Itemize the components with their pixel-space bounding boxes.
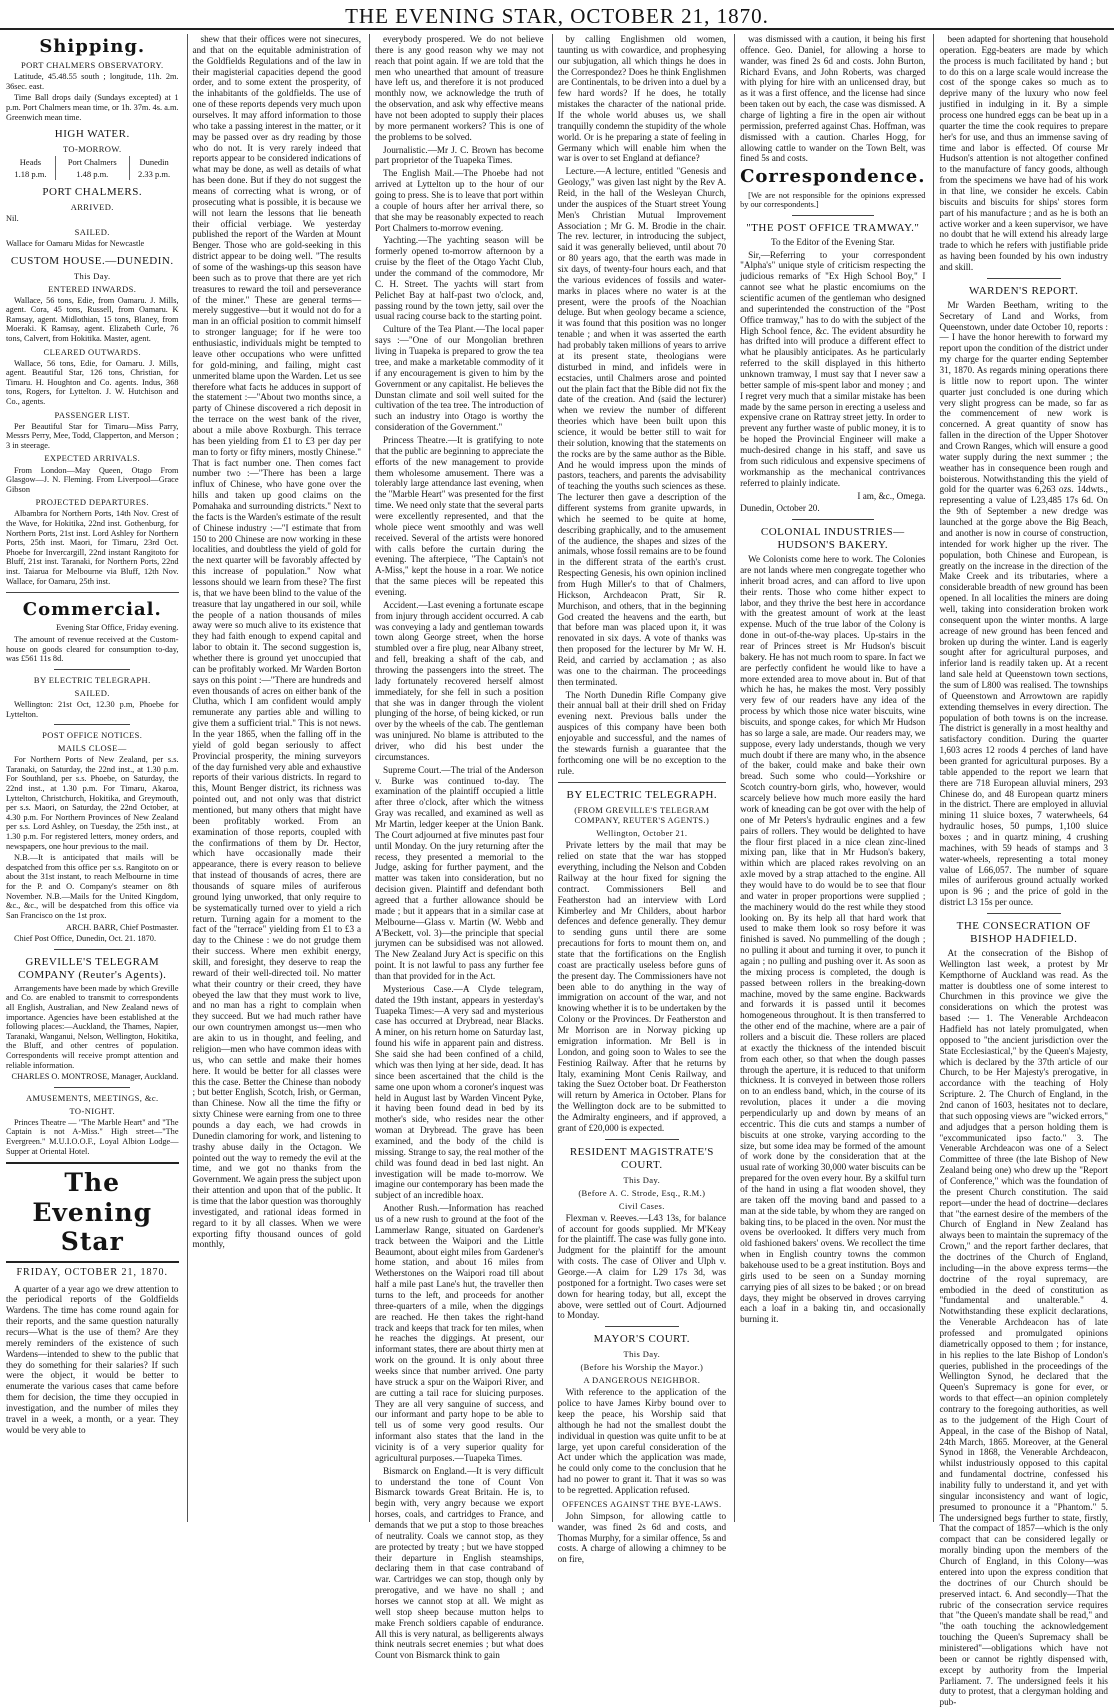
observatory-heading: PORT CHALMERS OBSERVATORY. <box>21 60 164 71</box>
cleared-text: Wallace, 56 tons, Edie, for Oamaru. J. Mills, agent. Beautiful Star, 126 tons, Christian, for Timaru. H. Houghton and Co. agents. Indus, 368 tons, Rogers, for Lyttelton. J. W. Hutchison and Co., agents. <box>6 358 179 407</box>
commercial-text: The amount of revenue received at the Custom-house on goods cleared for consumption to-day, was £561 11s 8d. <box>6 635 179 664</box>
greville-heading: GREVILLE'S TELEGRAM COMPANY (Reuter's Agents). <box>18 955 167 981</box>
mayor-day-label: This Day. <box>623 1349 661 1360</box>
resident-court-text: Flexman v. Reeves.—L43 13s, for balance of account for goods supplied. Mr M'Keay for the plaintiff. The case was fully gone into. Judgment for the plaintiff for the amount with costs. The case of Oliver and Ulph v. George.—A claim for L29 17s 3d, was postponed for a fortnight. Two cases were set down for hearing today, but all, except the above, were settled out of Court. Adjourned to Monday. <box>557 1212 727 1321</box>
divider <box>987 278 1061 279</box>
shipping-heading: Shipping. <box>39 36 146 57</box>
column-6 <box>933 34 1110 1708</box>
column-4 <box>552 34 729 1565</box>
leader-conclusion: everybody prospered. We do not believe there is any good reason why we may not reach that point again. If we are told that the men who unearthed that amount of treasure have left us, and therefore it is not produced monthly now, we acknowledge the truth of the observation, and ask why effective means have not been adopted to supply their places by more permanent workers? This is one of the problems to be solved. <box>375 34 544 142</box>
divider <box>54 1087 130 1088</box>
paper-title: The Evening Star <box>6 1162 179 1263</box>
supreme-court-item: Supreme Court.—The trial of the Anderson v. Burke was continued to-day. The examination of the plaintiff occupied a little after three o'clock, after which the witness Gray was recalled, and examined as well as Mr Martin, ledger keeper at the Union Bank. The Court adjourned at five minutes past four until Monday. On the jury returning after the recess, they presented a memorial to the Judge, asking for further payment, and the matter was taken into consideration, but no decision given. Plaintiff and defendant both agreed that a further allowance should be made ; but it appears that in a similar case at Melbourne—Glass v. Martin (W. Webb and A'Beckett, vol. 3)—the principle that special jurymen can be subsidised was not allowed. The New Zealand Jury Act is specific on this point. It is not lawful to pass any further fee than that provided for in the Act. <box>375 764 544 982</box>
telegraph-heading: BY ELECTRIC TELEGRAPH. <box>33 674 151 685</box>
amusements-text: Princes Theatre — "The Marble Heart" and "The Captain is not A-Miss." High street—"The Evergreen." M.U.I.O.O.F., Loyal Albion Lodge—Supper at Oriental Hotel. <box>6 1117 179 1156</box>
another-rush-item: Another Rush.—Information has reached us of a new rush to ground at the foot of the Lammerlaw Range, situated on Gardener's track between the Waipori and the Little Beaumont, about eight miles from Gardener's home station, and about 16 miles from Wetherstones on the Waipori road till about half a mile past Lane's hut, the traveller then turns to the left, and proceeds for another three-quarters of a mile, when the diggings are reached. He then takes the right-hand track and keeps that track for ten miles, when he reaches the diggings. At present, our informant states, there are about thirty men at work on the ground. It is only about three weeks since that number arrived. One party have struck a spur on the Waipori River, and are cutting a tail race for sluicing purposes. They are all very sanguine of success, and our informant and party hope to be able to tell us of some very good results. Our informant also states that the land in the vicinity is of a very superior quality for agricultural purposes.—Tuapeka Times. <box>375 1203 544 1463</box>
tide-header: Heads <box>19 157 42 168</box>
expected-text: From London—May Queen, Otago From Glasgow—J. N. Fleming. From Liverpool—Grace Gibson <box>6 465 179 494</box>
correspondence-note: [We are not responsible for the opinions expressed by our correspondents.] <box>740 190 926 210</box>
bismarck-item: Bismarck on England.—It is very difficult to understand the tone of Count Von Bismarck towards Great Britain. He is, to begin with, very angry because we export horses, coals, and cartridges to France, and demands that we put a stop to those breaches of neutrality. Coals we cannot stop, as they are protected by treaty ; but we have stopped their departure in English steamships, declaring them in that case contraband of war. Cartridges we can stop, though only by prerogative, and we have no shall ; and horses we cannot stop at all. We might as well stop sheep because mutton helps to make French soldiers capable of endurance. All this is very natural, as belligerents always think neutrals secret enemies ; but what does Count von Bismarck think to gain <box>375 1465 544 1661</box>
column-2 <box>187 34 364 1522</box>
entered-text: Wallace, 56 tons, Edie, from Oamaru. J. Mills, agent. Cora, 45 tons, Russell, from Oamaru. K Ramsay, agent. Midlothian, 15 tons, Blaney, from Moeraki. K Ramsay, agent. Elizabeth Curle, 76 tons, Calvert, from Hokitika. Master, agent. <box>6 295 179 343</box>
offences-continued: was dismissed with a caution, it being his first offence. Geo. Daniel, for allowing a horse to wander, was fined 2s 6d and costs. John Burton, Richard Evans, and John Roberts, was charged with plying for hire with an unlicensed dray, but as it was a first offence, and the license had since been taken out by each, the case was dismissed. A charge of lighting a fire in the open air without permission, preferred against Chas. Hoffman, was dismissed with a caution. Charles Hogg, for allowing cattle to wander on the Town Belt, was fined 5s and costs. <box>740 34 926 164</box>
divider <box>987 913 1061 914</box>
divider <box>605 1139 679 1140</box>
bismarck-continued: by calling Englishmen old women, taunting us with cowardice, and prophesying our subjugation, all which things he does in the Correspondez? Does he think Englishmen are Continentals, to be driven into a duel by a few hard words? If he does, he totally mistakes the character of the national pride. If the whole world abuses us, we shall tranquilly condemn the stupidity of the whole world. Or is he preparing a state of feeling in Germany which will enable him when the war is over to set England at defiance? <box>557 34 727 164</box>
commercial-dateline: Evening Star Office, Friday evening. <box>56 623 179 633</box>
princess-theatre-item: Princess Theatre.—It is gratifying to note that the public are beginning to appreciate the efforts of the new management to provide them wholesome amusement. There was a tolerably large attendance last evening, when the "Marble Heart" was presented for the first time. We need only state that the several parts were excellently represented, and that the whole piece went smoothly and was well received. Several of the artists were honored with calls before the curtain during the evening. The afterpiece, "The Captain's not A-Miss," kept the house in a roar. We notice that the same pieces will be repeated this evening. <box>375 434 544 597</box>
postmaster-signature: ARCH. BARR, Chief Postmaster. <box>66 922 179 932</box>
correspondence-heading: Correspondence. <box>740 166 926 188</box>
high-water-heading: HIGH WATER. <box>54 128 130 141</box>
civil-cases-label: Civil Cases. <box>618 1200 665 1211</box>
newspaper-columns <box>4 34 1110 1708</box>
column-5 <box>734 34 927 1522</box>
english-mail-item: The English Mail.—The Phoebe had not arrived at Lyttelton up to the hour of our going to press. She is to leave that port within a couple of hours after her arrival there, so that she may be reasonably expected to reach Port Chalmers to-morrow evening. <box>375 168 544 233</box>
post-text: For Northern Ports of New Zealand, per s.s. Taranaki, on Saturday, the 22nd inst., at 1.30 p.m. For Southland, per s.s. Phoebe, on Saturday, the 22nd inst., at 1.30 p.m. For Timaru, Akaroa, Lyttelton, Christchurch, Hokitika, and Greymouth, per s.s. Maori, on Saturday, the 22nd October, at 4.30 p.m. For Northern Provinces of New Zealand per s.s. Lord Ashley, on Tuesday, the 25th inst., at 1.30 p.m. For registered letters, money orders, and newspapers, one hour previous to the mail. <box>6 755 179 851</box>
rifle-company-item: The North Dunedin Rifle Company give their annual ball at their drill shed on Friday evening next. Previous balls under the auspices of this company have been both enjoyable and successful, and the names of the stewards furnish a guarantee that the forthcoming one will be no exception to the rule. <box>557 689 727 776</box>
colonial-industries-text: We Colonists come here to work. The Colonies are not lands where men congregate together who inherit broad acres, and can afford to live upon their rents. Those who come hither expect to labor, and they thrive the best here in accordance with the greatest amount of work at the least expense. Much of the true labor of the Colony is done in out-of-the-way places. Up-stairs in the rear of Princes street is Mr Hudson's biscuit bakery. He has not much room to spare. In fact we are perfectly confident he would like to have a more extended area to move about in. But of that which he has, he makes the most. Very possibly very few of our readers have any idea of the process by which those nice water biscuits, wine biscuits, and sponge cakes, for which Mr Hudson has so large a sale, are made. Our readers may, we suppose, every lady understands, though we very much doubt if there are many who, in the absence of the baker, could make and bake their own bread. Such some who could—Yorkshire or Scotch country-born girls, who, however, would scarcely believe how much more easily the hard work of kneading can be got over with the help of one of Mr Peters's hydraulic engines and a few pairs of rollers. They would be delighted to have the flour first placed in a nice clean zinc-lined mixing pan, like that in Mr Hudson's bakery, within which are placed rakes revolving on an axle moved by a strap attached to the engine. All they would have to do would be to see that flour and water in proper proportions were supplied ; the machinery would do the rest while they stood looking on. By its help all that hard work that used to make them look so rosy before it was finished is saved. No pummelling of the dough ; no pulling it about and turning it over, to punch it again ; no pulling and pushing over it. As soon as the mixing process is completed, the dough is passed between rollers in the breaking-down machine, moved by the same engine. Backwards and forwards it is passed until it becomes homogeneous throughout. It is then transferred to the other end of the machine, where are a pair of rollers and a biscuit die. These rollers are placed at exactly the thickness of the intended biscuit from each other, so that when the dough passes through the aperture, it is reduced to that uniform thickness. It is conveyed in between those rollers on to an endless band, which, in the course of its revolution, places it under a die moving perpendicularly up and down by means of an eccentric. This die cuts and stamps a number of biscuits at one stroke, varying according to the size, but some idea may be formed of the amount of work done by the consideration that at the usual rate of working 30,000 water biscuits can be prepared for the oven every hour. By a skilful turn of the hand in using a flat wooden shovel, they are taken off the moving band and passed to a man at the side table, by whom they are ranged on baking tins, to be placed in the oven. Nor must the ovens be overlooked. It differs very much from old fashioned bakers' ovens. We recollect the time when in English country towns the common bakehouse used to be a great institution. Boys and girls used to be seen on a Sunday morning carrying pies of all sizes to be baked ; or on bread days, they might be observed in droves carrying each a loaf in a baking tin, and occasionally burning it. <box>740 554 926 1325</box>
tramway-dateline: Dunedin, October 20. <box>740 503 820 514</box>
consecration-heading: THE CONSECRATION OF BISHOP HADFIELD. <box>956 920 1091 945</box>
greville-signature: CHARLES O. MONTROSE, Manager, Auckland. <box>11 1072 179 1082</box>
arrived-text: Nil. <box>6 214 19 224</box>
tomorrow-label: TO-MORROW. <box>62 144 122 155</box>
entered-inwards-label: ENTERED INWARDS. <box>48 283 137 294</box>
resident-court-heading: RESIDENT MAGISTRATE'S COURT. <box>569 1145 714 1171</box>
divider <box>54 949 130 950</box>
warden-report-heading: WARDEN'S REPORT. <box>969 284 1079 297</box>
column-3 <box>369 34 546 1661</box>
arrived-label: ARRIVED. <box>70 202 114 213</box>
tramway-letter: Sir,—Referring to your correspondent "Alpha's" unique style of criticism respecting the judicious remarks of "Ex High School Boy," I cannot see what he plastic encomiums on the scientific acumen of the gentleman who designed and superintended the construction of the "Post Office tramway," has to do with the subject of the High School fence, &c. The evident absurdity he has drifted into will produce a different effect to what he plausibly anticipates. As he particularly referred to the skill displayed in this hitherto unknown tramway, I must say that I never saw a better sample of mis-spent labor and money ; and I regret very much that a similar mistake has been made by the same person in erecting a useless and expensive crane on Rattray street jetty. In order to prevent any further waste of public money, it is to be hoped the Provincial Engineer will make a much-desired change in his staff, and save us from such ridiculous and expensive specimens of workmanship as the mechanical contrivances referred to plainly indicate. <box>740 249 926 488</box>
port-heading: PORT CHALMERS. <box>42 186 143 199</box>
passenger-list-label: PASSENGER LIST. <box>54 409 130 420</box>
tramway-signature: I am, &c., Omega. <box>857 490 926 501</box>
tide-table <box>6 156 179 180</box>
divider <box>54 724 130 725</box>
telegraph-text: Private letters by the mail that may be relied on state that the war has stopped everything, including the Nelson and Cobden Railway at the hour fixed for signing the contract. Commissioners Bell and Featherston had an interview with Lord Kimberley and Mr Childers, about harbor defences and defence generally. They demur to sending guns until there are some precautions for forts to mount them on, and state that the fortifications on the English coast are practically useless before guns of the present day. The Commissioners have not been able to do anything in the way of immigration on account of the war, and not knowing whether it is to be undertaken by the Colony or the Provinces. Dr Featherston and Mr Morrison are in Norway picking up emigration information. Mr Bell is in London, and going soon to Wales to see the Festiniog Railway. After that he returns by Italy, examining Mont Cenis Railway, and taking the Suez October boat. Dr Featherston will return by America in October. Plans for the Wellington dock are to be submitted to the Admiralty engineers, and if approved, a grant of £20,000 is expected. <box>557 840 727 1133</box>
telegraph-text: Wellington: 21st Oct, 12.30 p.m, Phoebe for Lyttelton. <box>6 699 179 719</box>
tide-header: Dunedin <box>129 156 178 168</box>
leader-continued: shew that their offices were not sinecures, and that on the equitable administration of the Goldfields Regulations and of the law in their magisterial capacities depend the good order, and to some extent the prosperity, of the inhabitants of the goldfields. The use of one of these reports depends very much upon ourselves. It may afford information to those who take a passing interest in the matter, or it may be passed over as dry reading by those who do not. It is very rarely indeed that reports appear to be considered indications of what may be done, as well as details of what has been done. But if they do not suggest the means of correcting what is wrong, or of prosecuting what is possible, it is because we will not learn the lessons that lie beneath their official verbiage. We yesterday published the report of the Warden at Mount Benger. Those who are gold-seeking in this district appear to be doing well. "The results of some of the washings-up this season have been such as to prove that there are yet rich treasures to reward the toil and perseverance of the miner." These are general terms—merely suggestive—but it would not do for a man in an official position to commit himself to stronger language; for if he were too enthusiastic, individuals might be tempted to leave other occupations who were unfitted for gold-mining, and failing, might cast unmerited blame upon the Warden. Let us see therefore what facts he adduces in support of the statement :—"About two months since, a party of Chinese discovered a rich deposit in the terrace on the west bank of the river, about a mile above Roxburgh. This terrace has been yielding from £1 to £3 per day per man to forty or fifty miners, mostly Chinese." That is fact number one. Then comes fact number two :—"There has been a large influx of Chinese, who have gone over the hills and taken up good claims on the Pomahaka and surrounding districts." Next to the facts is the Warden's estimate of the result of Chinese industry :—"I estimate that from 150 to 200 Chinese are now working in these localities, and doubtless the yield of gold for the next quarter will be favorably affected by this increase of population." Now what lessons should we learn from these? The first is, that we have been blind to the value of the treasure that lay ungathered in our soil, while the people of a nation thousands of miles away were so much alive to its existence that they had faith enough to expend capital and labor to obtain it. The second suggestion is, whether there is ground yet unoccupied that can be profitably worked. Mr Warden Borton says on this point :—"There are hundreds and even thousands of acres on either bank of the Clutha, which I am confident would amply remunerate any parties able and willing to give them a sufficient trial." This is not news. In the year 1865, when the falling off in the yield of gold began seriously to affect Provincial prosperity, the mining surveyors of the day furnished very able and exhaustive reports of their various districts. In regard to this, Mount Benger district, its richness was pointed out, and not only was that district mentioned, but many others that might have been profitably worked. From an examination of those reports, coupled with the confirmations of them by Dr. Hector, which have occasionally made their appearance, there is every reason to believe that instead of thousands of acres, there are thousands of square miles of auriferous ground lying unworked, that only require to be systematically turned over to yield a rich return. Turning again for a moment to the fact of the "terrace" yielding from £1 to £3 a day to the Chinese : we do not grudge them their success. Where men exhibit energy, skill, and foresight, they deserve to reap the reward of their well-directed toil. No matter what their country or their creed, they have obeyed the law that they must work to live, and no man has a right to complain when they succeed. But we had much rather have our own countrymen amongst us—men who are akin to us in thought, and feeling, and religion—men who have common ideas with us, who can settle and make their homes here. It would be better for all classes were this the case. Better the Chinese than nobody ; but better English, Scotch, Irish, or German, than Chinese. Now all the time the fifty or sixty Chinese were earning from one to three pounds a day each, we had crowds in Dunedin clamoring for work, and listening to trashy abuse daily in the Octagon. We pointed out the way to remedy the evil at the time, and we got no thanks from the Government. We again press the subject upon their attention and upon that of the public. It is time that the labor question was thoroughly investigated, and rational ideas formed in regard to it by all classes. When we were exporting fifty thousand ounces of gold monthly, <box>192 34 362 1250</box>
offences-text: John Simpson, for allowing cattle to wander, was fined 2s 6d and costs, and Thomas Murphy, for a similar offence, 5s and costs. A charge of allowing a chimney to be on fire, <box>557 1510 727 1565</box>
mayor-court-heading: MAYOR'S COURT. <box>593 1333 690 1346</box>
sailed-label: SAILED. <box>74 226 110 237</box>
accident-item: Accident.—Last evening a fortunate escape from injury through accident occurred. A cab was conveying a lady and gentleman towards town along George street, when the horse stumbled over a fire plug, near Albany street, and fell, breaking a shaft of the cab, and throwing the passengers into the street. The lady fortunately recovered herself almost immediately, for she fell in such a position that she was in danger through the violent plunging of the horse, of being kicked, or run over by the wheels of the cab. The gentleman was uninjured. No blame is attributed to the driver, who did his best under the circumstances. <box>375 599 544 762</box>
mysterious-case-item: Mysterious Case.—A Clyde telegram, dated the 19th instant, appears in yesterday's Tuapeka Times:—A very sad and mysterious case has occurred at Drybread, near Blacks. A miner, on his return home on Saturday last, found his wife in apparent pain and distress. She said she had been confined of a child, which was then lying at her side, dead. It has since been ascertained that the child is the same one upon whom a coroner's inquest was held in August last by Warden Vincent Pyke, it having been found dead in bed by its mother's side, who resides near the other woman at Drybread. The grave has been examined, and the body of the child is missing. Strange to say, the real mother of the child was found dead in bed last night. An investigation will be made to-morrow. We imagine our contemporary has been made the subject of an incredible hoax. <box>375 983 544 1201</box>
observatory-text: Latitude, 45.48.55 south ; longitude, 11h. 2m. 36sec. east. <box>6 72 179 91</box>
journalistic-item: Journalistic.—Mr J. C. Brown has become part proprietor of the Tuapeka Times. <box>375 144 544 166</box>
offences-label: OFFENCES AGAINST THE BYE-LAWS. <box>562 1498 722 1509</box>
dangerous-neighbor-label: A DANGEROUS NEIGHBOR. <box>583 1375 701 1386</box>
divider <box>792 519 874 520</box>
divider <box>6 592 179 593</box>
mayor-court-text: With reference to the application of the police to have James Kirby bound over to keep the peace, his Worship said that although he had not the smallest doubt the individual in question was quite unfit to be at large, yet upon careful consideration of the Act under which the application was made, he could only come to the conclusion that he had no power to grant it. That it was so was to be regretted. Application refused. <box>557 1387 727 1495</box>
leader-text: A quarter of a year ago we drew attention to the periodical reports of the Goldfields Wardens. The time has come round again for their reports, and the same question naturally recurs—What is the use of them? Are they merely reminders of the existence of such Wardens—intended to shew to the public that they do something for their salaries? If such were the object, it would be better to enumerate the various cases that came before them for decision, the time they occupied in investigation, and the number of miles they travel in a week, a month, or a year. They would be very able to <box>6 1283 179 1435</box>
post-dateline: Chief Post Office, Dunedin, Oct. 21. 1870. <box>14 934 157 944</box>
consecration-text: At the consecration of the Bishop of Wellington last week, a protest by Mr Kempthorne of Auckland was read. As the matter is doubtless one of some interest to Churchmen in this province we give the considerations on which the protest was based :— 1. The Venerable Archdeacon Hadfield has not lately promulgated, when opposed to "the ancient jurisdiction over the State Ecclesiastical," by the Queen's Majesty, which is declared by the 37th article of our Church, to be Her Majesty's prerogative, in accordance with the teaching of Holy Scripture. 2. The Church of England, in the 2nd canon of 1603, hesitates not to declare, that such opposing views are "wicked errors," and adjudges that a person holding them is "excommunicated ipso facto." 3. The Venerable Archdeacon was one of a Select Committee of three (the late Bishop of New Zealand being one) who drew up the "Report of Conference," which was the foundation of the present Church constitution. The said report—under the head of doctrine—declares that "the earnest desire of the members of the Church of England in New Zealand has always been to maintain the supremacy of the Crown," and the report farther declares, that the doctrines of the Church of England, including—in the above express terms—the doctrine of the royal supremacy, are embodied in the deed of constitution as "fundamental and unalterable." 4. Notwithstanding these explicit declarations, the Venerable Archdeacon has of late professed and promulgated opinions diametrically opposed to them ; for instance, in his replies to the late Bishop of London's queries, published in the proceedings of the Wellington Synod, he declared that the Queen's Supremacy is gone for ever, or words to that effect—an opinion completely contrary to the foregoing authorities, as well as to the judgement of the High Court of Appeal, in the case of the Bishop of Natal, 24th March, 1865. Moreover, at the General Synod in 1868, the Venerable Archdeacon, whilst industriously opposed to this capital and fundamental doctrine, confessed his inability fully to understand it, and yet with singular inconsistency and want of logic, presumed to pronounce it a "Phantom." 5. The undersigned begs further to state, firstly, That the compact of 1857—which is the only compact that can be considered legally or morally binding upon the members of the Church of England, in this Colony—was entered into upon the express condition that the doctrines of our Church should be preserved intact. 6. And secondly—That the rubric of the consecration service requires that "the Queen's mandate shall be read," and "the oath touching the acknowledgement touching the Queen's Supremacy shall be ministered"—obligations which have not been or cannot be rightly dispensed with, except by authority from the Imperial Parliament. 7. The undersigned feels it his duty to protest, that a clergyman holding and pub- <box>939 947 1108 1708</box>
passenger-text: Per Beautiful Star for Timaru—Miss Parry, Messrs Perry, Mee, Todd, Clapperton, and Merson ; 3 in steerage. <box>6 421 179 450</box>
customs-heading: CUSTOM HOUSE.—DUNEDIN. <box>10 254 174 267</box>
divider <box>792 215 874 216</box>
post-office-heading: POST OFFICE NOTICES. <box>42 730 143 741</box>
colonial-industries-heading: COLONIAL INDUSTRIES—HUDSON'S BAKERY. <box>760 526 905 552</box>
greville-text: Arrangements have been made by which Greville and Co. are enabled to transmit to correspondents all English, Australian, and New Zealand news of importance. Agencies have been established at the following places:—Auckland, the Thames, Napier, Taranaki, Wanganui, Nelson, Wellington, Hokitika, the Bluff, and other centres of population. Correspondents will receive prompt attention and reliable information. <box>6 983 179 1070</box>
resident-before-label: (Before A. C. Strode, Esq., R.M.) <box>578 1187 706 1198</box>
paper-date: FRIDAY, OCTOBER 21, 1870. <box>16 1266 169 1278</box>
tide-time: 1.48 p.m. <box>55 168 129 180</box>
post-nb: N.B.—It is anticipated that mails will be despatched from this office per s.s. Rangitoto on or about the 31st instant, to reach Melbourne in time for the P. and O. Company's steamer on 8th November. N.B.—Mails for the United Kingdom, &c., &c., will be despatched from this office via San Francisco on the 1st prox. <box>6 853 179 920</box>
cleared-outwards-label: CLEARED OUTWARDS. <box>43 346 141 357</box>
warden-report-text: Mr Warden Beetham, writing to the Secretary of Land and Works, from Queenstown, under date October 10, reports :— I have the honor herewith to forward my report upon the condition of the district under my charge for the quarter ending September 31, 1870. As regards mining operations there is little now to report upon. The winter quarter just concluded is one during which very slight progress can be made, so far as the commencement of new work is concerned. A great quantity of snow has fallen in the direction of the Upper Shotover and Crown Ranges, which will ensure a good water supply during the next summer ; the weather has in consequence been rough and boisterous. Notwithstanding this the yield of gold for the quarter was 6,263 ozs. 14dwts., representing a value of L23,485 17s 6d. On the 9th of September a new dredge was launched at the gorge above the Big Beach, and another is now in course of construction, intended for work higher up the river. The population, both Chinese and European, is greatly on the increase in the direction of the Make Creek and its tributaries, where a considerable breadth of new ground has been opened. In all localities the miners are doing well, taking into consideration broken work consequent upon the winter months. A large acreage of new ground has been fenced and broken up during the winter. Land is eagerly sought after for agricultural purposes, and inferior land is readily taken up. At a recent land sale held at Queenstown town sections, the sum of L800 was realised. The townships of Queenstown and Arrowtown are rapidly extending themselves in every direction. The population of both towns is on the increase. The district is generally in a most healthy and satisfactory condition. During the quarter 1,603 acres 12 roods 4 perches of land have been granted for agricultural purposes. By a table appended to the report we learn that there are 718 European alluvial miners, 293 Chinese do, and 48 European quartz miners in the district. There are employed in alluvial mining 11 sluice boxes, 7 waterwheels, 64 hydraulic hoses, 50 pumps, 1,100 sluice boxes ; and in quartz mining, 4 crushing machines, with 59 heads of stamps and 3 water-wheels, representing a total money value of L66,057. The number of square miles of auriferous ground actually worked upon is 96 ; and the price of gold in the district L3 15s per ounce. <box>939 299 1108 908</box>
projected-text: Albambra for Northern Ports, 14th Nov. Crest of the Wave, for Hokitika, 22nd inst. Gothenburg, for Northern Ports, 21st inst. Lord Ashley for Northern Ports, 25th inst. Maori, for Timaru, 23rd Oct. Phoebe for Invercargill, 22nd instant Rangitoto for Bluff, 21st inst. Taranaki, for Northern Ports, 22nd inst. Taiarua for Melbourne via Bluff, 12th Nov. Wallace, for Oamaru, 25th inst. <box>6 509 179 586</box>
tramway-heading: "THE POST OFFICE TRAMWAY." <box>746 221 920 234</box>
tonight-label: TO-NIGHT. <box>69 1105 116 1116</box>
divider <box>558 782 727 783</box>
timeball-text: Time Ball drops daily (Sundays excepted) at 1 p.m. Port Chalmers mean time, or 1h. 37m. 4s. a.m. Greenwich mean time. <box>6 93 179 122</box>
divider <box>54 669 130 670</box>
colonial-continued: been adapted for shortening that household operation. Egg-beaters are made by which the process is much facilitated by hand ; but to do this on a large scale would increase the cost of the sponge cakes so much as to deprive many of the luxury who now feel justified in indulging in it. By a simple process one hundred eggs can be beat up in a quarter the time the cook requires to prepare her's for use, and thus an immense saving of time and labor is effected. Of course Mr Hudson's attention is not altogether confined to the manufacture of fancy goods, although from the specimens we have had of his work in that line, we consider he excels. Cabin biscuits and biscuits for ships' stores form part of his manufacture ; and as he is both an active worker and a keen supervisor, we have no doubt that he will extend his already large trade to which he refers with justifiable pride as having been founded by his own industry and skill. <box>939 34 1108 273</box>
mayor-before-label: (Before his Worship the Mayor.) <box>580 1362 704 1373</box>
this-day-label: This Day. <box>73 270 111 281</box>
amusements-heading: AMUSEMENTS, MEETINGS, &c. <box>25 1092 159 1103</box>
wellington-dateline: Wellington, October 21. <box>596 828 688 839</box>
telegraph-sailed-label: SAILED. <box>74 687 110 698</box>
masthead: THE EVENING STAR, OCTOBER 21, 1870. <box>0 0 1114 30</box>
tide-time: 1.18 p.m. <box>14 169 47 180</box>
expected-arrivals-label: EXPECTED ARRIVALS. <box>44 453 141 464</box>
tea-plant-item: Culture of the Tea Plant.—The local paper says :—"One of our Mongolian brethren living in Tuapeka is prepared to grow the tea tree, and make a marketable commodity of it if any encouragement is given to him by the Government or any capitalist. He believes the Dunstan climate and soil well suited for the cultivation of the tea tree. The introduction of such an industry into Otago is worthy the consideration of the Government." <box>375 324 544 433</box>
lecture-item: Lecture.—A lecture, entitled "Genesis and Geology," was given last night by the Rev A. Reid, in the hall of the Wesleyan Church, under the auspices of the Stuart street Young Men's Christian Mutual Improvement Association ; Mr G. M. Brodie in the chair. The rev. lecturer, in introducing the subject, said it was generally believed, until about 70 or 80 years ago, that the earth was made in six days, of twenty-four hours each, and that the various evidences of fossils and water-marks in places where no water is at the present, were the proofs of the Noachian deluge. But when geology became a science, it was found that this position was no longer tenable ; and when it was asserted the earth had probably taken millions of years to arrive at its present state, theologians were disturbed in mind, and infidels were in ecstacies, until Chalmers arose and pointed out the plain fact that the Bible did not fix the date of the creation. And (said the lecturer) when we review the number of different theories which have been built upon this science, it would be better still to wait for their solution, knowing that the statements on the rocks are by the same author as the Bible. And he would impress upon the minds of pastors, teachers, and parents the advisability of teaching the youths such sciences as these. The lecturer then gave a description of the different systems from granite upwards, in which he seemed to be quite at home, describing graphically, and to the amusement of the audience, the shapes and sizes of the animals, whose fossil remains are to be found in the different strata of the earth's crust. Respecting Genesis, his own opinion inclined from Hugh Miller's to that of Chalmers, Hickson, Archdeacon Pratt, Sir R. Murchison, and others, that in the beginning God created the heavens and the earth, but that before man was placed upon it, it was renovated in six days. A vote of thanks was then proposed for the lecturer by Mr W. H. Reid, and carried by acclamation ; as also was one to the chairman. The proceedings then terminated. <box>557 166 727 687</box>
column-1 <box>4 34 181 1522</box>
yachting-item: Yachting.—The yachting season will be formerly opened to-morrow afternoon by a cruise by the fleet of the Otago Yacht Club, under the command of the commodore, Mr C. H. Street. The yachts will start from Pelichet Bay at half-past two o'clock, and, passing round by the town jetty, sail over the usual racing course back to the starting point. <box>375 235 544 322</box>
commercial-heading: Commercial. <box>22 599 162 621</box>
tide-header: Port Chalmers <box>55 156 129 168</box>
mails-close-label: MAILS CLOSE— <box>57 743 127 754</box>
divider <box>605 1326 679 1327</box>
tramway-addressee: To the Editor of the Evening Star. <box>770 236 895 247</box>
projected-departures-label: PROJECTED DEPARTURES. <box>35 497 149 508</box>
telegraph-subheading: (FROM GREVILLE'S TELEGRAM COMPANY, REUTER'S AGENTS.) <box>574 805 710 826</box>
sailed-text: Wallace for Oamaru Midas for Newcastle <box>6 238 145 248</box>
tide-time: 2.33 p.m. <box>129 168 178 180</box>
telegraph-heading: BY ELECTRIC TELEGRAPH. <box>566 789 718 802</box>
resident-day-label: This Day. <box>623 1174 661 1185</box>
